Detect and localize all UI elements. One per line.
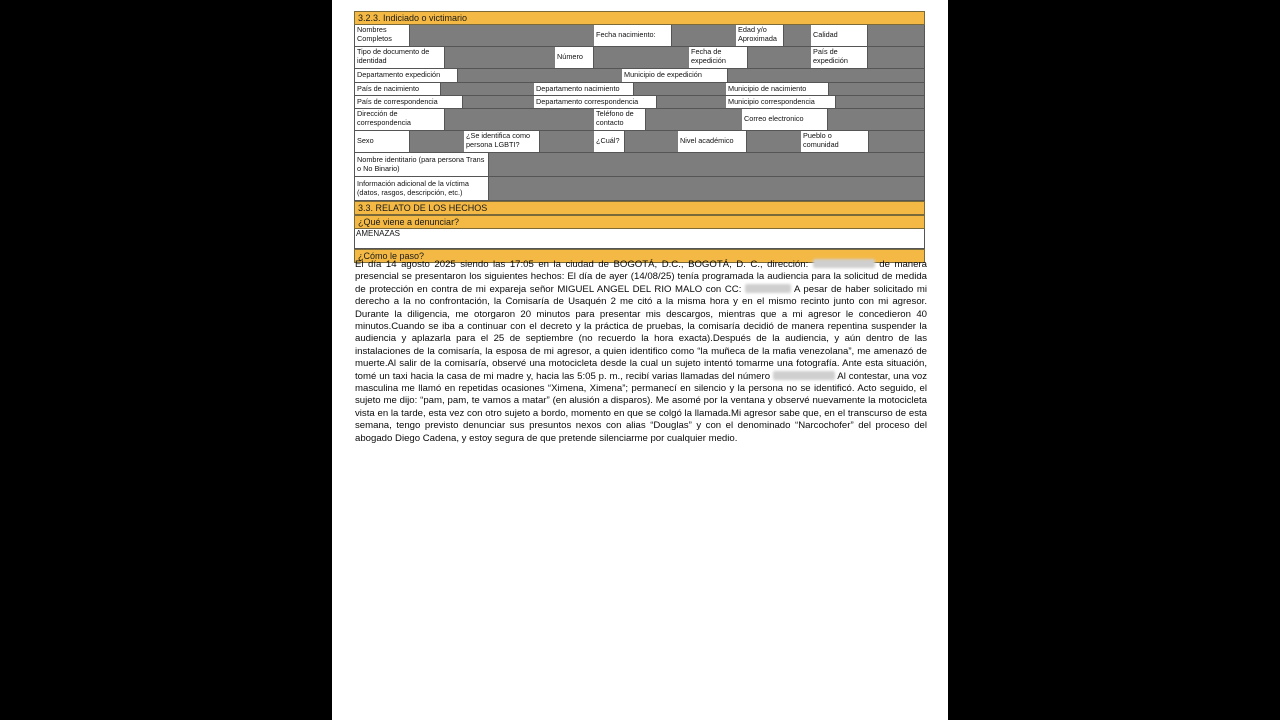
denuncia-form xyxy=(354,11,925,263)
row-nacimiento xyxy=(354,83,925,96)
row-expedicion xyxy=(354,69,925,83)
label-lgbti: ¿Se identifica como persona LGBTI? xyxy=(464,131,540,152)
label-edad: Edad y/o Aproximada xyxy=(736,25,784,46)
label-pais-expedicion: País de expedición xyxy=(811,47,868,68)
label-calidad: Calidad xyxy=(811,25,868,46)
row-info-adicional xyxy=(354,177,925,201)
label-direccion: Dirección de correspondencia xyxy=(355,109,445,130)
label-tipo-documento: Tipo de documento de identidad xyxy=(355,47,445,68)
label-departamento-correspondencia: Departamento correspondencia xyxy=(534,96,657,108)
section-322-header: 3.2.3. Indiciado o victimario xyxy=(354,11,925,25)
row-nombre-identitario xyxy=(354,153,925,177)
label-nombres: Nombres Completos xyxy=(355,25,410,46)
redacted-phone xyxy=(773,371,835,380)
label-numero: Número xyxy=(555,47,594,68)
label-municipio-correspondencia: Municipio correspondencia xyxy=(726,96,836,108)
row-correspondencia xyxy=(354,96,925,109)
label-fecha-nacimiento: Fecha nacimiento: xyxy=(594,25,672,46)
label-pais-nacimiento: País de nacimiento xyxy=(355,83,441,95)
label-correo: Correo electronico xyxy=(742,109,828,130)
row-nombres xyxy=(354,25,925,47)
row-contacto xyxy=(354,109,925,131)
label-nombre-identitario: Nombre identitario (para persona Trans o No Binario) xyxy=(355,153,489,176)
label-municipio-expedicion: Municipio de expedición xyxy=(622,69,728,82)
label-cual: ¿Cuál? xyxy=(594,131,625,152)
label-pais-correspondencia: País de correspondencia xyxy=(355,96,463,108)
narrative-part-4: Al contestar, una voz masculina me llamó en repetidas ocasiones “Ximena, Ximena”; permanecí en silencio y la persona no se identificó. Acto seguido, el sujeto me dijo: “pam, pam, te vamos a matar” (en alusión a disparos). Me asomé por la ventana y observé nuevamente la motocicleta vista en la tarde, esta vez con otro sujeto a bordo, momento en que se colgó la llamada.Mi agresor sabe que, en el transcurso de esta semana, tengo previsto denunciar sus presuntos nexos con alias “Douglas” y con el denominado “Narcochofer” del proceso del abogado Diego Cadena, y estoy segura de que pretende silenciarme por cualquier medio. xyxy=(355,370,928,444)
redacted-address xyxy=(813,259,875,268)
label-municipio-nacimiento: Municipio de nacimiento xyxy=(726,83,829,95)
label-info-adicional: Información adicional de la víctima (datos, rasgos, descripción, etc.) xyxy=(355,177,489,200)
row-identidad xyxy=(354,131,925,153)
section-33-header: 3.3. RELATO DE LOS HECHOS xyxy=(354,201,925,215)
label-departamento-expedicion: Departamento expedición xyxy=(355,69,458,82)
label-telefono: Teléfono de contacto xyxy=(594,109,646,130)
label-fecha-expedicion: Fecha de expedición xyxy=(689,47,748,68)
question-que-denunciar: ¿Qué viene a denunciar? xyxy=(354,215,925,229)
label-departamento-nacimiento: Departamento nacimiento xyxy=(534,83,634,95)
question-como-paso: ¿Cómo le paso? xyxy=(354,249,925,263)
label-sexo: Sexo xyxy=(355,131,410,152)
narrative-part-2: de manera presencial se presentaron los siguientes hechos: El día de ayer (14/08/25) tenía programada la audiencia para la solicitud de medida de protección en contra de mi expareja señor MIGUEL ANGEL DEL RIO MALO con CC: xyxy=(355,259,927,295)
label-pueblo: Pueblo o comunidad xyxy=(801,131,869,152)
answer-que-denunciar: AMENAZAS xyxy=(354,229,925,249)
row-documento xyxy=(354,47,925,69)
narrative-part-3: A pesar de haber solicitado mi derecho a la no confrontación, la Comisaría de Usaquén 2 me citó a la misma hora y en el mismo recinto junto con mi agresor. Durante la diligencia, me otorgaron 20 minutos para presentar mis descargos, mientras que a mi agresor le concedieron 40 minutos.Cuando se iba a continuar con el decreto y la práctica de pruebas, la comisaría decidió de manera repentina suspender la audiencia y aplazarla para el 25 de septiembre (no recuerdo la hora exacta).Después de la audiencia, y aún dentro de las instalaciones de la comisaría, la esposa de mi agresor, a quien identifico como “la muñeca de la mafia venezolana”, me amenazó de muerte.Al salir de la comisaría, observé una motocicleta desde la cual un sujeto intentó tomarme una fotografía. Ante esta situación, tomé un taxi hacia la casa de mi madre y, hacia las 5:05 p. m., recibí varias llamadas del número xyxy=(355,283,927,382)
relato-hechos-text xyxy=(355,259,927,445)
label-nivel-academico: Nivel académico xyxy=(678,131,747,152)
redacted-cc xyxy=(745,284,791,293)
narrative-part-1: El día 14 agosto 2025 siendo las 17:05 en la ciudad de BOGOTÁ, D.C., BOGOTÁ, D. C., dirección: xyxy=(355,259,809,270)
